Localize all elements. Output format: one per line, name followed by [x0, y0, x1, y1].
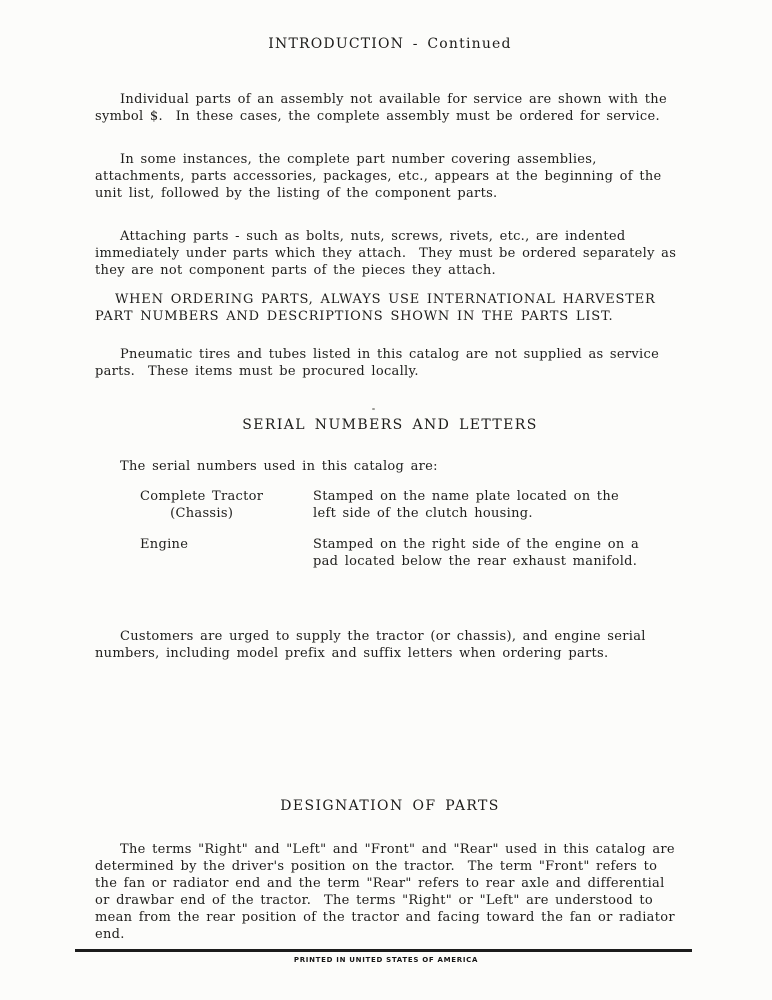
serial-term: Engine	[140, 537, 189, 552]
serial-term: Complete Tractor	[140, 489, 264, 504]
serial-lead-line: The serial numbers used in this catalog are:	[120, 459, 438, 474]
section-heading-designation: DESIGNATION OF PARTS	[280, 798, 500, 814]
paragraph-pneumatic-tires: Pneumatic tires and tubes listed in this catalog are not supplied as service parts. These items must be procured locally.	[95, 347, 666, 379]
paragraph-designation-terms: The terms "Right" and "Left" and "Front" and "Rear" used in this catalog are determined by the driver's position on the tractor. The term "Front" refers to the fan or radiator end and the term "Rear" refers to rear axle and differential or drawbar end of the tractor. The terms "Right" or "Left" are understood to mean from the rear position of the tractor and facing toward the fan or radiator end.	[95, 842, 682, 942]
serial-term-subline: (Chassis)	[170, 506, 234, 521]
paragraph-customers-note: Customers are urged to supply the tractor (or chassis), and engine serial numbers, including model prefix and suffix letters when ordering parts.	[95, 629, 653, 661]
footer-rule	[75, 949, 692, 952]
paragraph-when-ordering: WHEN ORDERING PARTS, ALWAYS USE INTERNATIONAL HARVESTER PART NUMBERS AND DESCRIPTIONS SHOWN IN THE PARTS LIST.	[95, 292, 663, 324]
footer-text: PRINTED IN UNITED STATES OF AMERICA	[293, 956, 479, 964]
serial-term-cell	[140, 536, 188, 553]
serial-description-cell: Stamped on the name plate located on the left side of the clutch housing.	[313, 489, 619, 521]
paragraph-attaching-parts: Attaching parts - such as bolts, nuts, screws, rivets, etc., are indented immediately under parts which they attach. They must be ordered separately as they are not component parts of the pieces they attach.	[95, 229, 683, 278]
scan-speck	[372, 408, 375, 410]
paragraph-part-number: In some instances, the complete part number covering assemblies, attachments, parts accessories, packages, etc., appears at the beginning of the unit list, followed by the listing of the component parts.	[95, 152, 668, 201]
serial-description-cell: Stamped on the right side of the engine on a pad located below the rear exhaust manifold.	[313, 537, 640, 569]
serial-term-cell	[140, 488, 263, 522]
paragraph-individual-parts: Individual parts of an assembly not available for service are shown with the symbol $. In these cases, the complete assembly must be ordered for service.	[95, 92, 674, 124]
section-heading-serial-numbers: SERIAL NUMBERS AND LETTERS	[242, 417, 538, 433]
page-title: INTRODUCTION - Continued	[268, 36, 512, 52]
